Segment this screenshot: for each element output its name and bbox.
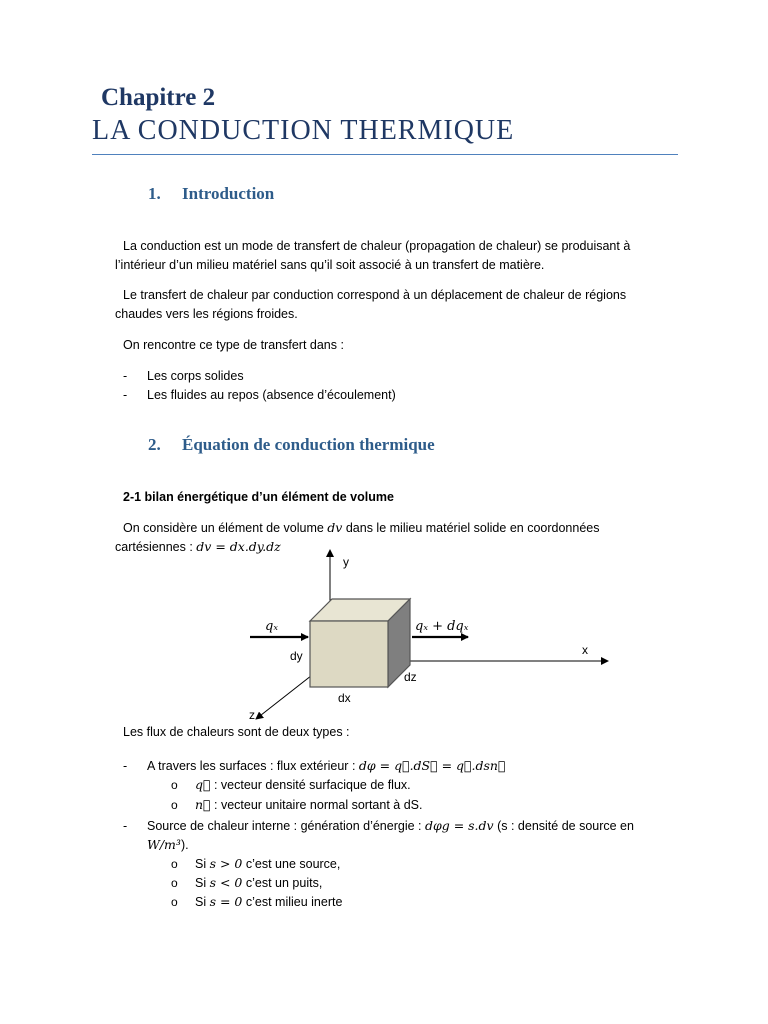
math-symbol: n⃗ <box>195 797 211 812</box>
axis-label-z: z <box>249 708 255 722</box>
bullet-circle: o <box>171 857 178 871</box>
section-title: Introduction <box>182 184 275 203</box>
paragraph-line: cartésiennes : dv = dx.dy.dz <box>115 539 281 554</box>
list-item: - Les corps solides <box>123 367 244 386</box>
label-dy: dy <box>290 649 303 663</box>
paragraph-line: Le transfert de chaleur par conduction correspond à un déplacement de chaleur de régions <box>123 288 627 302</box>
paragraph-line: On considère un élément de volume dv dans le milieu matériel solide en coordonnées <box>123 520 600 535</box>
bullet-circle: o <box>171 876 178 890</box>
paragraph-line: l’intérieur d’un milieu matériel sans qu’il soit associé à un transfert de matière. <box>115 258 545 272</box>
section-title: Équation de conduction thermique <box>182 435 435 454</box>
axis-label-x: x <box>582 643 588 657</box>
paragraph-line: On rencontre ce type de transfert dans : <box>123 338 344 352</box>
math-dv: dv <box>327 520 343 535</box>
bullet-dash: - <box>123 388 128 402</box>
paragraph-line: chaudes vers les régions froides. <box>115 307 298 321</box>
list-item: - A travers les surfaces : flux extérieur : dφ = q⃗.dS⃗ = q⃗.dsn⃗ <box>123 756 505 776</box>
list-item: o q⃗ : vecteur densité surfacique de flux. <box>171 775 411 795</box>
paragraph-line: W/m³). <box>147 837 189 852</box>
math-unit: W/m³ <box>147 837 181 852</box>
bullet-circle: o <box>171 798 178 812</box>
label-dz: dz <box>404 670 417 684</box>
bullet-dash: - <box>123 819 128 833</box>
math-flux-equation: dφ = q⃗.dS⃗ = q⃗.dsn⃗ <box>358 758 506 773</box>
list-item: - Source de chaleur interne : génération d’énergie : dφg = s.dv (s : densité de source en <box>123 816 634 836</box>
bullet-circle: o <box>171 895 178 909</box>
math-dv-equation: dv = dx.dy.dz <box>196 539 281 554</box>
subheading: 2-1 bilan énergétique d’un élément de volume <box>123 490 394 504</box>
label-dx: dx <box>338 691 351 705</box>
bullet-dash: - <box>123 369 128 383</box>
axis-label-y: y <box>343 555 349 569</box>
bullet-circle: o <box>171 778 178 792</box>
page-title: LA CONDUCTION THERMIQUE <box>92 115 515 146</box>
list-item: o Si s < 0 c’est un puits, <box>171 873 322 893</box>
list-item: o Si s > 0 c’est une source, <box>171 854 340 874</box>
chapter-label: Chapitre 2 <box>101 84 216 111</box>
section-number: 1. <box>148 184 161 203</box>
math-symbol: q⃗ <box>195 777 211 792</box>
list-item: o n⃗ : vecteur unitaire normal sortant à dS. <box>171 795 422 815</box>
label-qx-plus-dqx: qₓ + dqₓ <box>415 619 469 634</box>
list-item: o Si s = 0 c’est milieu inerte <box>171 892 342 912</box>
bullet-dash: - <box>123 759 128 773</box>
cube-front-face <box>310 621 388 687</box>
section-number: 2. <box>148 435 161 454</box>
label-qx: qₓ <box>265 619 278 634</box>
paragraph-line: Les flux de chaleurs sont de deux types : <box>123 725 350 739</box>
math-source-equation: dφg = s.dv <box>424 818 494 833</box>
list-item: - Les fluides au repos (absence d’écoulement) <box>123 386 396 405</box>
paragraph-line: La conduction est un mode de transfert de chaleur (propagation de chaleur) se produisant à <box>123 239 631 253</box>
